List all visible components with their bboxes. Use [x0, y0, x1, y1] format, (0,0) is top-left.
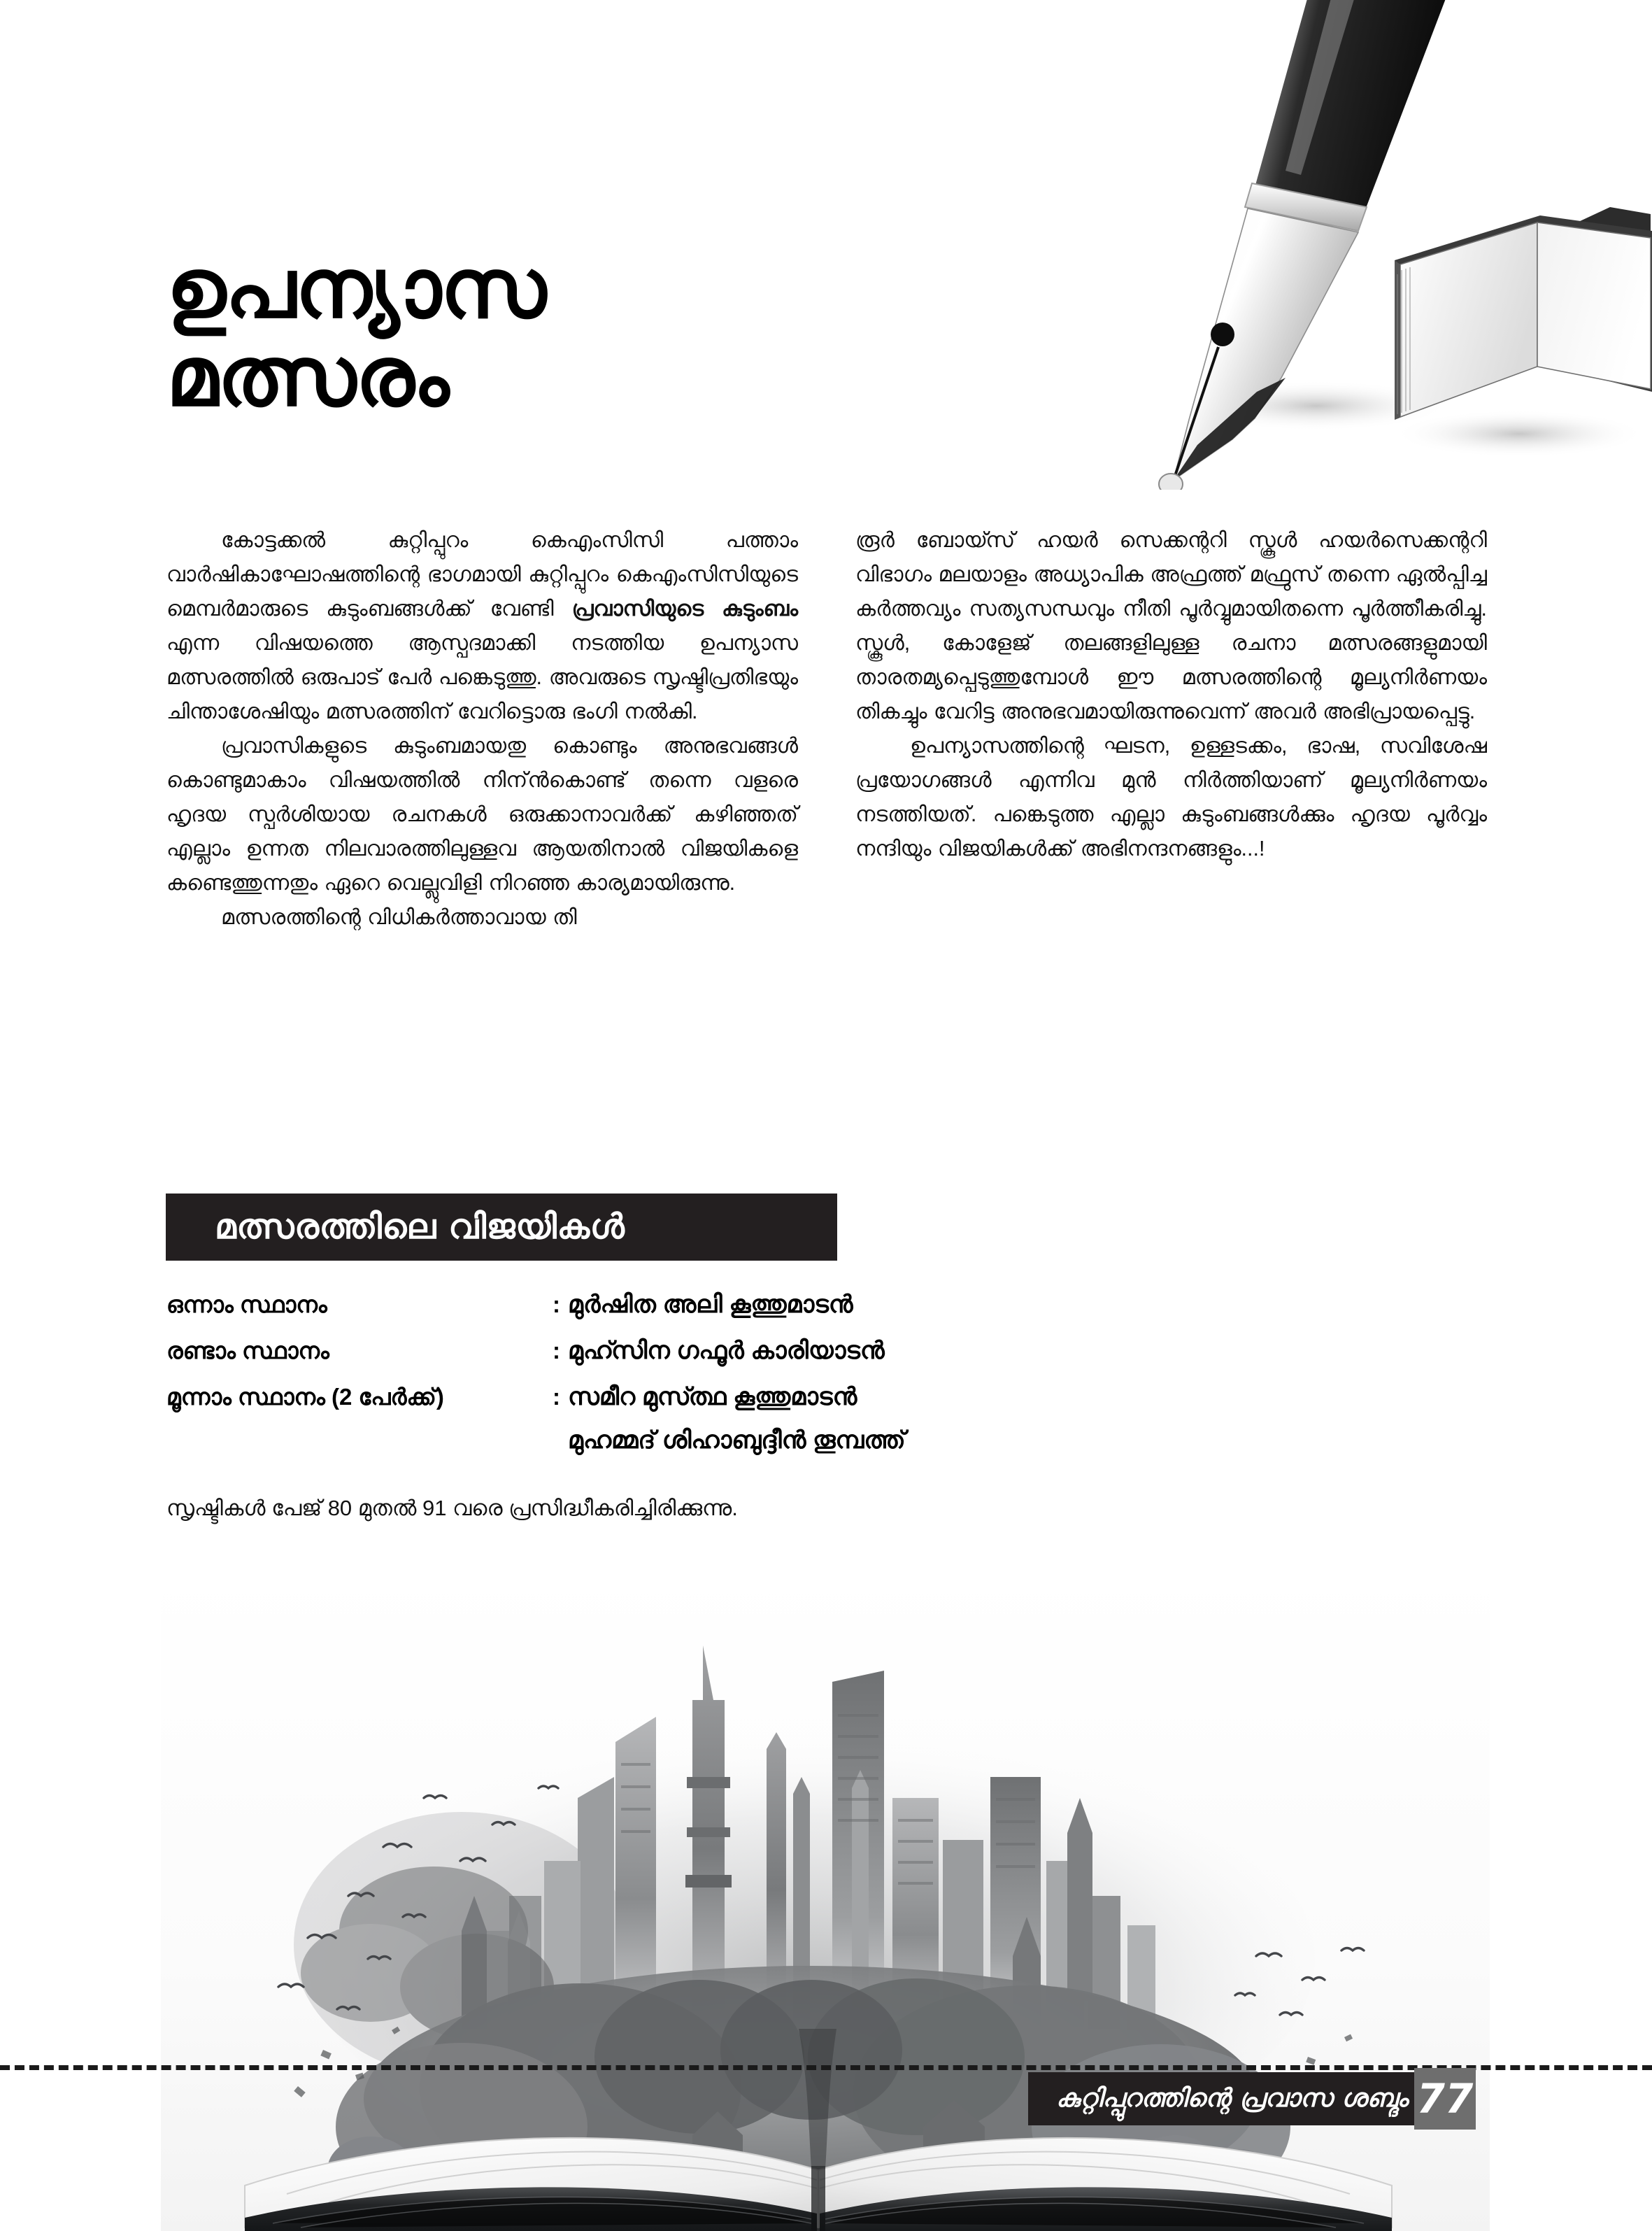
page-title-line-1: ഉപന്യാസ	[166, 240, 546, 337]
article-column-left	[166, 523, 798, 935]
winner-name: മുര്‍ഷിത അലി കൂത്തുമാടന്‍	[568, 1291, 853, 1318]
paragraph-3-continued: രൂര്‍ ബോയ്സ് ഹയര്‍ സെക്കന്ററി സ്കൂള്‍ ഹയര്‍സെക്കന്ററി വിഭാഗം മലയാളം അധ്യാപിക അഫ്രത്ത് മഫ്രുസ് തന്നെ ഏല്‍പ്പിച്ച കര്‍ത്തവ്യം സത്യസന്ധവും നീതി പൂര്‍വ്വുമായിതന്നെ പൂര്‍ത്തീകരിച്ചു. സ്കൂള്‍, കോളേജ് തലങ്ങളിലുള്ള രചനാ മത്സരങ്ങളുമായി താരതമ്യപ്പെടുത്തുമ്പോള്‍ ഈ മത്സരത്തിന്റെ മൂല്യനിര്‍ണയം തികച്ചും വേറിട്ട അനുഭവമായിരുന്നുവെന്ന് അവര്‍ അഭിപ്രായപ്പെട്ടു.	[855, 528, 1487, 723]
winners-list	[166, 1291, 1216, 1473]
open-book-illustration	[1395, 207, 1652, 420]
winner-row	[166, 1291, 1216, 1319]
winner-row-additional	[166, 1426, 1216, 1454]
winner-place-label: മൂന്നാം സ്ഥാനം (2 പേര്‍ക്ക്)	[166, 1384, 444, 1410]
article-body	[166, 523, 1487, 935]
winner-row	[166, 1383, 1216, 1411]
publication-name: കുറ്റിപ്പുറത്തിന്റെ പ്രവാസ ശബ്ദം	[1056, 2084, 1409, 2113]
pen-barrel	[1255, 0, 1477, 210]
winners-footnote: സൃഷ്ടികൾ പേജ് 80 മുതൽ 91 വരെ പ്രസിദ്ധീകരിച്ചിരിക്കുന്നു.	[166, 1496, 738, 1520]
page-number-badge	[1414, 2068, 1476, 2130]
winner-separator: :	[553, 1338, 560, 1364]
winner-name: മുഹ്സിന ഗഫൂര്‍ കാരിയാടന്‍	[568, 1337, 885, 1364]
winner-row	[166, 1337, 1216, 1365]
paragraph-1-part-a: കോട്ടക്കല്‍ കുറ്റിപ്പുറം കെഎംസിസി പത്താം വാര്‍ഷികാഘോഷത്തിന്റെ ഭാഗമായി കുറ്റിപ്പുറം കെഎംസിസിയുടെ മെമ്പര്‍മാരുടെ കുടുംബങ്ങള്‍ക്ക് വേണ്ടി	[166, 528, 798, 621]
winners-banner-title: മത്സരത്തിലെ വിജയികൾ	[215, 1207, 625, 1247]
page-number: 77	[1416, 2075, 1474, 2123]
winner-name: മുഹമ്മദ് ശിഹാബുദ്ദീന്‍ തൂമ്പത്ത്	[568, 1426, 906, 1454]
paragraph-2: പ്രവാസികളുടെ കുടുംബമായതു കൊണ്ടും അനുഭവങ്ങള്‍ കൊണ്ടുമാകാം വിഷയത്തില്‍ നിന്ന്‍കൊണ്ട് തന്നെ വളരെ ഹൃദയ സ്പര്‍ശിയായ രചനകള്‍ ഒരുക്കാനാവര്‍ക്ക് കഴിഞ്ഞത് എല്ലാം ഉന്നത നിലവാരത്തിലുള്ളവ ആയതിനാല്‍ വിജയികളെ കണ്ടെത്തുന്നതും ഏറെ വെല്ലുവിളി നിറഞ്ഞ കാര്യമായിരുന്നു.	[166, 734, 798, 895]
footer-bar	[1028, 2072, 1426, 2125]
fountain-pen-illustration	[1148, 0, 1652, 490]
crop-dashed-line	[0, 2065, 1652, 2070]
city-from-book-illustration	[161, 1567, 1490, 2231]
article-column-right	[855, 523, 1487, 935]
paragraph-1-part-b: എന്ന വിഷയത്തെ ആസ്പദമാക്കി നടത്തിയ ഉപന്യാസ മത്സരത്തില്‍ ഒരുപാട് പേര്‍ പങ്കെടുത്തു. അവരുടെ സൃഷ്ടിപ്രതിഭയും ചിന്താശേഷിയും മത്സരത്തിന് വേറിട്ടൊരു ഭംഗി നല്‍കി.	[166, 631, 798, 723]
nib-slit	[1174, 347, 1218, 480]
page-title-line-2: മത്സരം	[166, 327, 449, 425]
winner-place-label: രണ്ടാം സ്ഥാനം	[166, 1338, 329, 1364]
paragraph-1	[166, 523, 798, 729]
topic-title-bold: പ്രവാസിയുടെ കുടുംബം	[571, 597, 798, 621]
pen-collar-ring	[1245, 183, 1367, 231]
winner-separator: :	[553, 1291, 560, 1317]
paragraph-3-start: മത്സരത്തിന്റെ വിധികര്‍ത്താവായ തി	[221, 905, 577, 929]
winner-separator: :	[553, 1384, 560, 1410]
paragraph-4: ഉപന്യാസത്തിന്റെ ഘടന, ഉള്ളടക്കം, ഭാഷ, സവിശേഷ പ്രയോഗങ്ങള്‍ എന്നിവ മുന്‍ നിര്‍ത്തിയാണ് മൂല്യനിര്‍ണയം നടത്തിയത്. പങ്കെടുത്ത എല്ലാ കുടുംബങ്ങള്‍ക്കും ഹൃദയ പൂര്‍വ്വം നന്ദിയും വിജയികള്‍ക്ക് അഭിനന്ദനങ്ങളും...!	[855, 734, 1487, 860]
winner-name: സമീറ മുസ്ത്ഥ കൂത്തുമാടന്‍	[568, 1383, 857, 1410]
page-title	[166, 240, 936, 425]
pen-nib	[1159, 208, 1358, 490]
winners-banner	[166, 1194, 837, 1261]
nib-breather-hole	[1211, 323, 1234, 346]
winner-place-label: ഒന്നാം സ്ഥാനം	[166, 1291, 327, 1317]
